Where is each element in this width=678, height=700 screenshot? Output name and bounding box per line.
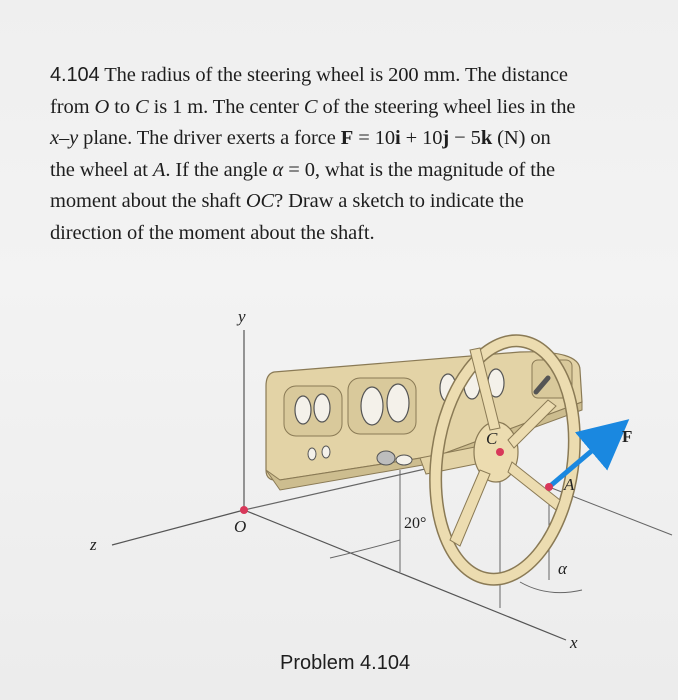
label-c: C <box>486 429 498 448</box>
label-angle-20: 20° <box>404 515 427 532</box>
text-segment: (N) on <box>492 127 551 149</box>
text-segment: − 5 <box>449 127 481 149</box>
figure-caption: Problem 4.104 <box>280 652 411 674</box>
problem-statement <box>50 60 672 249</box>
label-o: O <box>234 517 247 536</box>
text-segment: F <box>340 127 354 149</box>
label-f: F <box>622 427 633 446</box>
point-o <box>240 506 248 514</box>
problem-number: 4.104 <box>50 64 100 86</box>
point-c <box>496 448 504 456</box>
text-segment: The radius of the steering wheel is 200 mm. The distance <box>99 64 568 86</box>
text-segment: direction of the moment about the shaft. <box>50 221 375 244</box>
text-segment: A <box>152 158 166 181</box>
text-segment: O <box>94 95 110 118</box>
text-segment: is 1 m. The center <box>148 95 304 118</box>
point-a <box>545 483 553 491</box>
label-x: x <box>570 633 578 650</box>
text-segment: the wheel at <box>50 158 153 181</box>
text-segment: . If the angle <box>165 158 273 181</box>
label-alpha: α <box>558 559 567 578</box>
text-segment: C <box>303 95 318 118</box>
force-vector <box>549 432 614 487</box>
angle-arc-alpha <box>520 582 582 593</box>
problem-line-2 <box>50 92 672 124</box>
text-segment: moment about the shaft <box>50 190 246 212</box>
label-a: A <box>564 475 575 494</box>
text-segment: of the steering wheel lies in the <box>317 95 576 118</box>
text-segment: j <box>442 127 450 149</box>
z-axis <box>112 510 247 545</box>
text-segment: + 10 <box>400 127 443 149</box>
text-segment: OC <box>245 190 275 212</box>
label-z: z <box>90 535 97 554</box>
problem-line-3 <box>50 123 672 155</box>
problem-line-4 <box>50 155 672 187</box>
text-segment: α <box>272 158 284 181</box>
text-segment: k <box>480 127 493 149</box>
text-segment: ? Draw a sketch to indicate the <box>274 190 524 212</box>
text-segment: plane. The driver exerts a force <box>78 127 341 149</box>
text-segment: to <box>109 95 135 118</box>
text-segment: C <box>135 95 149 118</box>
text-segment: from <box>50 95 95 118</box>
text-segment: i <box>395 127 401 149</box>
text-segment: x–y <box>50 127 79 149</box>
text-segment: = 10 <box>353 127 395 149</box>
problem-line-5 <box>50 186 672 218</box>
steering-wheel-figure <box>0 290 678 650</box>
label-y: y <box>238 307 246 326</box>
problem-line-6 <box>50 218 672 250</box>
problem-line-1 <box>50 60 672 92</box>
text-segment: = 0, what is the magnitude of the <box>283 158 555 181</box>
